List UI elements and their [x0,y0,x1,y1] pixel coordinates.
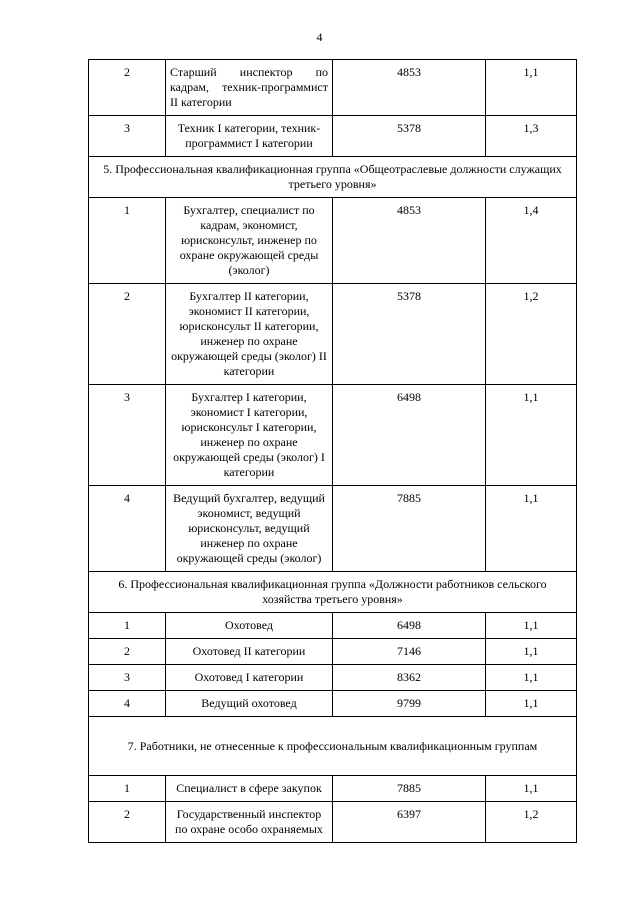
salary-value: 9799 [333,691,486,717]
salary-table [88,59,577,843]
row-number: 2 [89,639,166,665]
row-number: 3 [89,665,166,691]
salary-value: 6498 [333,613,486,639]
salary-value: 7885 [333,776,486,802]
salary-value: 8362 [333,665,486,691]
group-header-row [89,572,577,613]
coefficient-value: 1,1 [486,639,577,665]
table-row [89,776,577,802]
position-name: Бухгалтер I категории, экономист I категории, юрисконсульт I категории, инженер по охране окружающей среды (эколог) I категории [166,385,333,486]
position-name: Специалист в сфере закупок [166,776,333,802]
coefficient-value: 1,3 [486,116,577,157]
salary-value: 4853 [333,198,486,284]
row-number: 4 [89,486,166,572]
coefficient-value: 1,1 [486,665,577,691]
coefficient-value: 1,1 [486,486,577,572]
coefficient-value: 1,1 [486,776,577,802]
position-name: Техник I категории, техник-программист I категории [166,116,333,157]
table-row [89,385,577,486]
position-name: Охотовед II категории [166,639,333,665]
group-header: 7. Работники, не отнесенные к профессиональным квалификационным группам [89,717,577,776]
row-number: 4 [89,691,166,717]
table-row [89,665,577,691]
coefficient-value: 1,2 [486,284,577,385]
position-name: Бухгалтер, специалист по кадрам, экономист, юрисконсульт, инженер по охране окружающей среды (эколог) [166,198,333,284]
table-row [89,284,577,385]
coefficient-value: 1,1 [486,60,577,116]
table-row [89,116,577,157]
position-name: Государственный инспектор по охране особо охраняемых [166,802,333,843]
salary-value: 5378 [333,116,486,157]
table-row [89,60,577,116]
position-name: Бухгалтер II категории, экономист II категории, юрисконсульт II категории, инженер по охране окружающей среды (эколог) II категории [166,284,333,385]
salary-value: 4853 [333,60,486,116]
salary-value: 7146 [333,639,486,665]
row-number: 1 [89,776,166,802]
row-number: 3 [89,385,166,486]
position-name: Старший инспектор по кадрам, техник-программист II категории [166,60,333,116]
salary-value: 5378 [333,284,486,385]
position-name: Охотовед I категории [166,665,333,691]
position-name: Охотовед [166,613,333,639]
table-row [89,613,577,639]
group-header-row [89,157,577,198]
row-number: 2 [89,802,166,843]
row-number: 1 [89,613,166,639]
table-row [89,486,577,572]
table-row [89,198,577,284]
coefficient-value: 1,1 [486,613,577,639]
coefficient-value: 1,1 [486,691,577,717]
coefficient-value: 1,1 [486,385,577,486]
coefficient-value: 1,4 [486,198,577,284]
coefficient-value: 1,2 [486,802,577,843]
page-number: 4 [316,30,323,44]
table-row [89,639,577,665]
salary-value: 6498 [333,385,486,486]
row-number: 3 [89,116,166,157]
table-row [89,802,577,843]
row-number: 2 [89,284,166,385]
row-number: 1 [89,198,166,284]
position-name: Ведущий охотовед [166,691,333,717]
salary-value: 6397 [333,802,486,843]
table-row [89,691,577,717]
group-header: 5. Профессиональная квалификационная группа «Общеотраслевые должности служащих третьего уровня» [89,157,577,198]
position-name: Ведущий бухгалтер, ведущий экономист, ведущий юрисконсульт, ведущий инженер по охране окружающей среды (эколог) [166,486,333,572]
row-number: 2 [89,60,166,116]
group-header-row [89,717,577,776]
salary-value: 7885 [333,486,486,572]
group-header: 6. Профессиональная квалификационная группа «Должности работников сельского хозяйства третьего уровня» [89,572,577,613]
